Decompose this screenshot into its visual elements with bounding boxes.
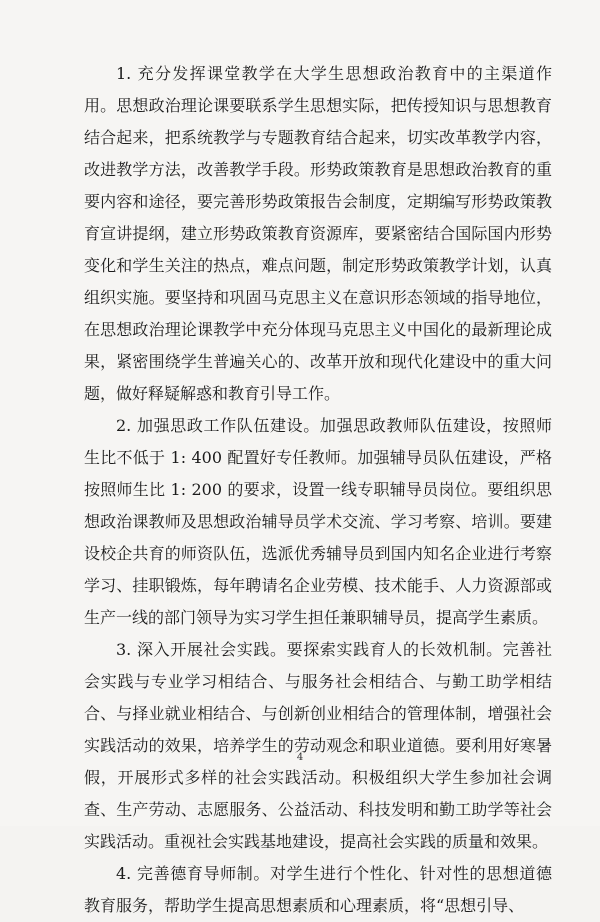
paragraph-2: 2. 加强思政工作队伍建设。加强思政教师队伍建设，按照师生比不低于 1: 400 配置好专任教师。加强辅导员队伍建设，严格按照师生比 1: 200 的要求，设置一线专职辅导员岗位。要组织思想政治课教师及思想政治辅导员学术交流、学习考察、培训。要建设校企共育的师资队伍，选派优秀辅导员到国内知名企业进行考察学习、挂职锻炼，每年聘请名企业劳模、技术能手、人力资源部或生产一线的部门领导为实习学生担任兼职辅导员，提高学生素质。 bbox=[84, 416, 552, 627]
page-number: 4 bbox=[296, 752, 304, 763]
paragraph-4: 4. 完善德育导师制。对学生进行个性化、针对性的思想道德教育服务，帮助学生提高思想素质和心理素质，将“思想引导、 bbox=[84, 864, 552, 915]
paragraph-3: 3. 深入开展社会实践。要探索实践育人的长效机制。完善社会实践与专业学习相结合、与服务社会相结合、与勤工助学相结合、与择业就业相结合、与创新创业相结合的管理体制，增强社会实践活动的效果，培养学生的劳动观念和职业道德。要利用好寒暑假，开展形式多样的社会实践活动。积极组织大学生参加社会调查、生产劳动、志愿服务、公益活动、科技发明和勤工助学等社会实践活动。重视社会实践基地建设，提高社会实践的质量和效果。 bbox=[84, 640, 552, 851]
paragraph-1: 1. 充分发挥课堂教学在大学生思想政治教育中的主渠道作用。思想政治理论课要联系学生思想实际，把传授知识与思想教育结合起来，把系统教学与专题教育结合起来，切实改革教学内容，改进教学方法，改善教学手段。形势政策教育是思想政治教育的重要内容和途径，要完善形势政策报告会制度，定期编写形势政策教育宣讲提纲，建立形势政策教育资源库，要紧密结合国际国内形势变化和学生关注的热点，难点问题，制定形势政策教学计划，认真组织实施。要坚持和巩固马克思主义在意识形态领域的指导地位，在思想政治理论课教学中充分体现马克思主义中国化的最新理论成果，紧密围绕学生普遍关心的、改革开放和现代化建设中的重大问题，做好释疑解惑和教育引导工作。 bbox=[84, 64, 552, 403]
document-body bbox=[84, 58, 552, 922]
